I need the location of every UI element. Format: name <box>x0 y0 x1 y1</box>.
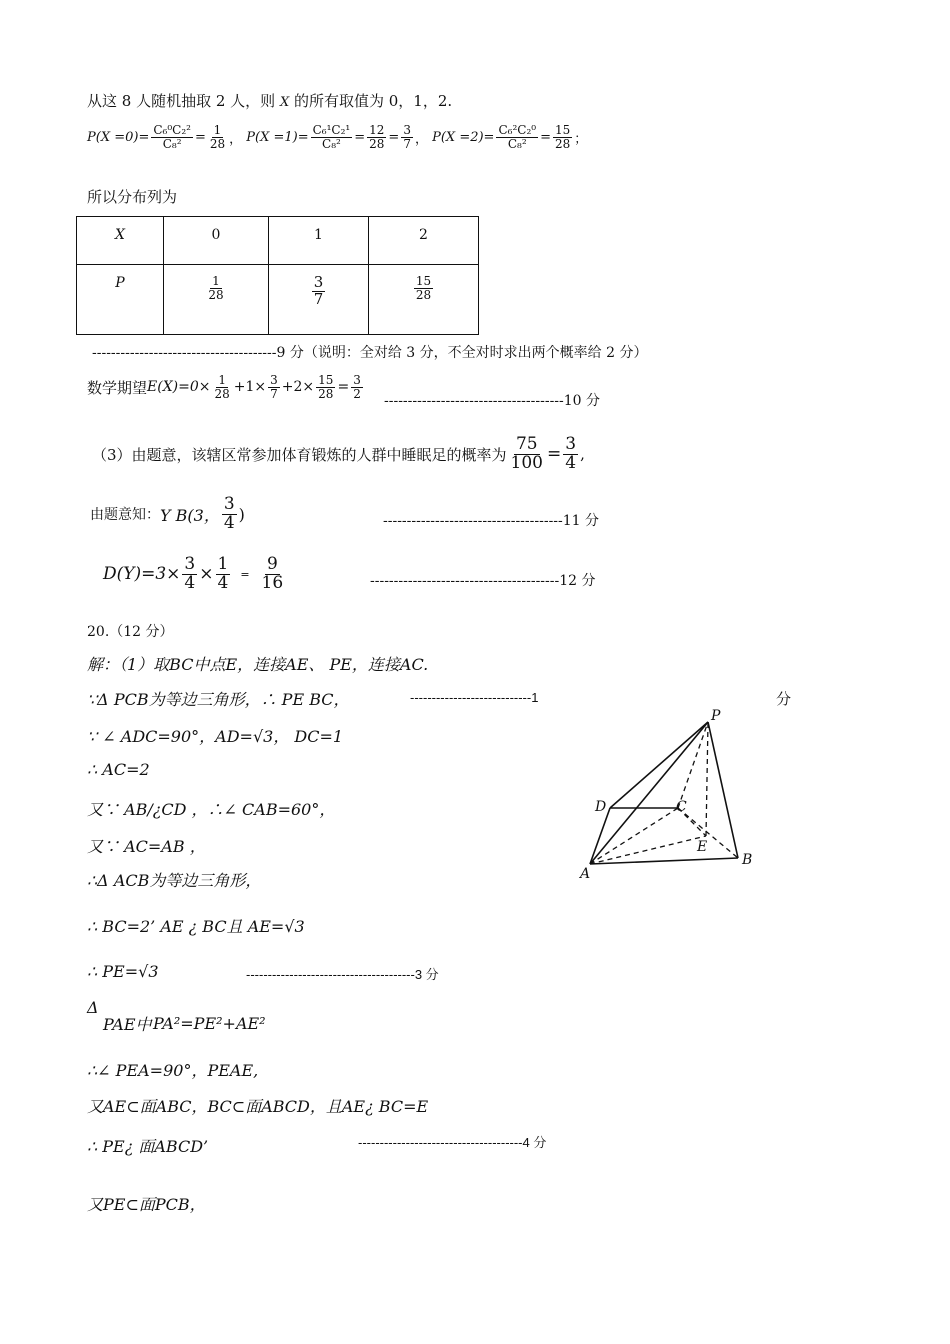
question-20-title: 20.（12 分） <box>87 624 174 640</box>
p0-num: C₆⁰C₂² <box>153 123 191 137</box>
p0-label: P(X =0)= <box>87 129 150 145</box>
part3-d2: 4 <box>565 452 577 473</box>
score-10: --------------------------------------10 分 <box>384 393 601 409</box>
solution-step-9: ∴ PE=√3 <box>87 962 159 981</box>
p1-sn: 3 <box>403 123 411 137</box>
variance-line: D(Y)=3× $\frac{3}{4}$ × $\frac{1}{4}$ = $\frac{9}{16}$ <box>103 554 284 593</box>
table-row-label-p: P <box>77 265 164 335</box>
p2-num: C₆²C₂⁰ <box>498 123 537 137</box>
edge-pe <box>706 722 708 836</box>
triangle-symbol: Δ <box>87 998 99 1017</box>
expectation-line <box>87 374 365 400</box>
table-cell <box>164 265 269 335</box>
solution-step-2: ∵Δ PCB为等边三角形，∴ PE BC， <box>87 690 350 709</box>
p1-rd: 28 <box>369 136 385 151</box>
solution-step-1: 解：（1）取BC中点E，连接AE、 PE，连接AC. <box>87 655 429 674</box>
triangle-pae: PAE中 <box>103 1015 152 1034</box>
pyramid-figure <box>570 700 770 890</box>
score-9: ---------------------------------------9 分（说明：全对给 3 分，不全对时求出两个概率给 2 分） <box>92 345 648 361</box>
part3-n2: 3 <box>565 434 577 454</box>
p1-label: P(X =1)= <box>246 129 309 145</box>
table-header-0: 0 <box>164 217 269 265</box>
vertex-label-d: D <box>595 799 607 815</box>
var-x: X <box>279 95 290 110</box>
score-1-unit: 分 <box>776 690 792 708</box>
p2-den: C₈² <box>507 136 527 151</box>
intro-line <box>87 90 452 111</box>
part3-n1: 75 <box>515 434 538 454</box>
distribution-intro: 所以分布列为 <box>87 188 178 206</box>
ex-eq: = <box>337 379 350 396</box>
p2-label: P(X =2)= <box>432 129 495 145</box>
cell-num: 3 <box>313 273 324 291</box>
part3-line: （3）由题意，该辖区常参加体育锻炼的人群中睡眠足的概率为 $\frac{75}{100}$ = $\frac{3}{4}$ , <box>92 434 585 473</box>
pythagoras-formula: PA²=PE²+AE² <box>153 1014 266 1033</box>
p2-rn: 15 <box>554 123 571 137</box>
vertex-label-a: A <box>580 866 591 882</box>
solution-step-4: ∴ AC=2 <box>87 760 150 779</box>
p1-sd: 7 <box>403 136 411 151</box>
table-cell <box>369 265 479 335</box>
solution-step-5: 又∵ AB/¿CD ，∴∠ CAB=60°， <box>87 800 336 819</box>
solution-step-8: ∴ BC=2’ AE ¿ BC且 AE=√3 <box>87 917 305 936</box>
solution-step-6: 又∵ AC=AB ， <box>87 837 206 856</box>
p0-rn: 1 <box>213 123 222 137</box>
ex-d2: 7 <box>270 386 278 401</box>
variance-formula: D(Y)=3× <box>103 564 181 585</box>
cell-den: 7 <box>313 289 324 308</box>
ex-n3: 15 <box>318 373 334 387</box>
p1-rn: 12 <box>369 123 385 137</box>
cell-den: 28 <box>208 287 224 302</box>
variance-d1: 4 <box>184 572 196 593</box>
ex-term3: +2× <box>281 379 315 396</box>
table-header-x: X <box>77 217 164 265</box>
p0-rd: 28 <box>209 136 226 151</box>
edge-ad <box>590 808 610 864</box>
table-cell <box>269 265 369 335</box>
table-row <box>77 265 479 335</box>
solution-step-13: ∴ PE¿ 面ABCD’ <box>87 1137 209 1156</box>
table-header-1: 1 <box>269 217 369 265</box>
score-12: ----------------------------------------12 分 <box>370 573 596 589</box>
score-3: ---------------------------------------3 分 <box>246 967 439 982</box>
vertex-label-e: E <box>697 839 708 855</box>
ex-rd: 2 <box>353 386 361 401</box>
intro-text: 从这 8 人随机抽取 2 人，则 <box>87 92 276 110</box>
variance-n2: 1 <box>217 554 229 574</box>
ex-n1: 1 <box>218 373 226 387</box>
vertex-label-c: C <box>676 799 687 815</box>
binomial-formula: Y B(3， <box>160 505 220 525</box>
vertex-label-p: P <box>711 708 721 724</box>
edge-pb <box>708 722 738 858</box>
part3-text: （3）由题意，该辖区常参加体育锻炼的人群中睡眠足的概率为 <box>92 445 507 464</box>
p2-rd: 28 <box>554 136 571 151</box>
ex-n2: 3 <box>270 373 278 387</box>
cell-den: 28 <box>415 287 432 302</box>
variance-d2: 4 <box>217 572 229 593</box>
binomial-label: 由题意知： <box>90 507 160 524</box>
binomial-n: 3 <box>223 494 235 514</box>
table-header-2: 2 <box>369 217 479 265</box>
p1-num: C₆¹C₂¹ <box>312 123 351 137</box>
solution-step-12: 又AE⊂面ABC，BC⊂面ABCD，且AE¿ BC=E <box>87 1097 429 1116</box>
score-11: --------------------------------------11 分 <box>383 513 600 529</box>
score-1: ----------------------------1 <box>410 690 539 705</box>
variance-rn: 9 <box>266 554 278 574</box>
p1-den: C₈² <box>322 136 341 151</box>
solution-step-14: 又PE⊂面PCB， <box>87 1195 206 1214</box>
vertex-label-b: B <box>742 852 753 868</box>
variance-rd: 16 <box>261 572 284 593</box>
ex-rn: 3 <box>353 373 361 387</box>
edge-pa <box>590 722 708 864</box>
ex-d1: 28 <box>214 386 230 401</box>
probability-line: P(X =0)= $\frac{\text{C₆⁰C₂²}}{\text{C₈²}}$ = $\frac{1}{28}$ ， P(X =1)= $\frac{\text{C₆¹C₂¹}}{\text{C₈²}}$ = $\frac{12}{28}$ = $\frac{3}{7}$ ， P(X =2)= $\frac{\text{C₆²C₂⁰}}{\text{C₈²}}$ = $\frac{15}{28}$ ； <box>87 123 588 151</box>
expectation-formula: E(X)=0× <box>147 379 211 396</box>
binomial-d: 4 <box>223 512 235 533</box>
p0-den: C₈² <box>162 136 182 151</box>
score-4: --------------------------------------4 分 <box>358 1135 547 1150</box>
ex-d3: 28 <box>318 386 334 401</box>
cell-num: 1 <box>212 274 220 288</box>
solution-step-3: ∵ ∠ ADC=90°，AD=√3， DC=1 <box>87 727 344 746</box>
ex-term2: +1× <box>233 379 267 396</box>
distribution-table <box>76 216 479 335</box>
part3-d1: 100 <box>510 452 543 473</box>
binomial-line: 由题意知： Y B(3， $\frac{3}{4}$ ) <box>90 494 245 533</box>
expectation-label: 数学期望 <box>87 378 148 397</box>
edge-ac <box>590 808 678 864</box>
intro-end: 的所有取值为 0，1，2. <box>294 92 453 110</box>
solution-step-7: ∴Δ ACB为等边三角形， <box>87 871 262 890</box>
table-row <box>77 217 479 265</box>
cell-num: 15 <box>415 274 432 288</box>
variance-n1: 3 <box>184 554 196 574</box>
solution-step-11: ∴∠ PEA=90°，PEAE, <box>87 1061 259 1080</box>
